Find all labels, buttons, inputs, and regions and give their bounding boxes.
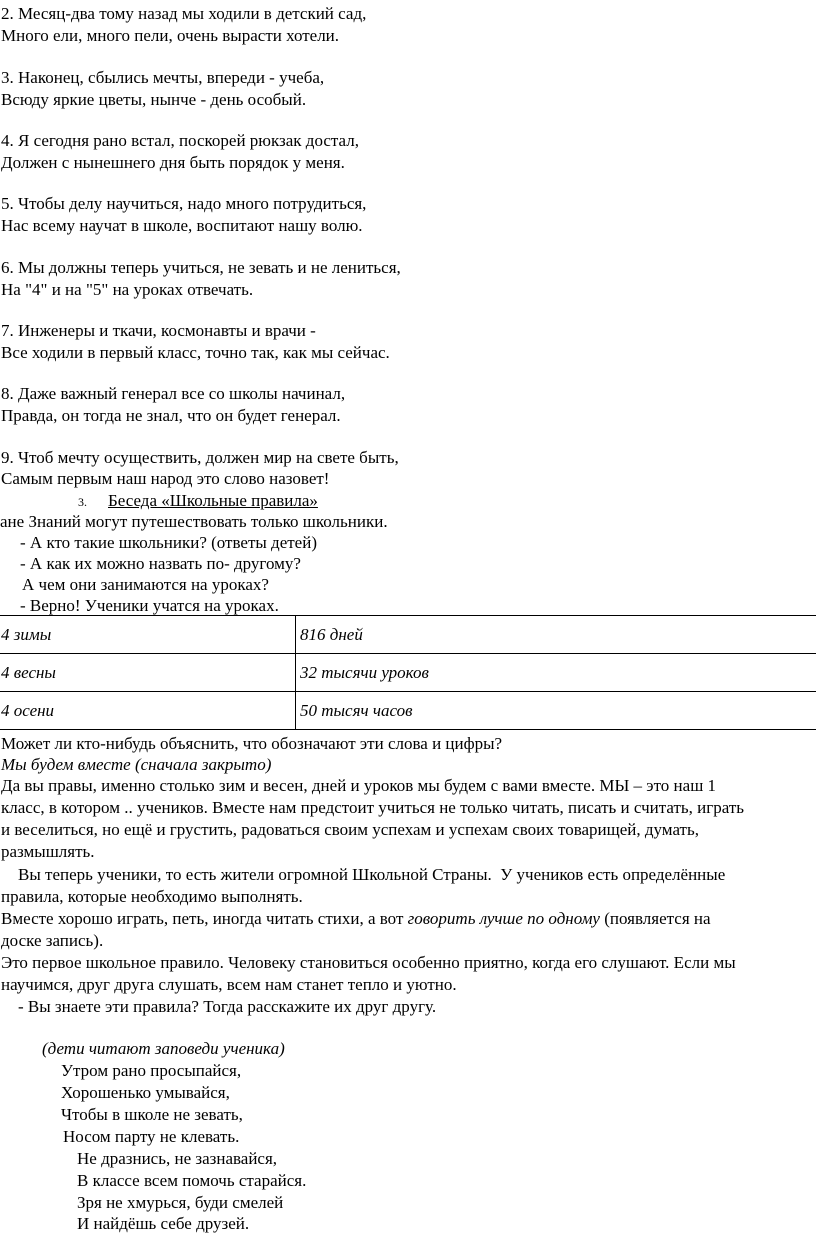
- paragraph-line: класс, в котором .. учеников. Вместе нам предстоит учиться не только читать, писать и считать, играть: [1, 797, 744, 818]
- poem-line: 6. Мы должны теперь учиться, не зевать и не лениться,: [1, 257, 401, 278]
- commandment-line: Носом парту не клевать.: [63, 1126, 239, 1147]
- table-row: [0, 692, 816, 730]
- paragraph-line: Да вы правы, именно столько зим и весен, дней и уроков мы будем с вами вместе. МЫ – это наш 1: [1, 775, 716, 796]
- paragraph-line: размышлять.: [1, 841, 95, 862]
- poem-line: 5. Чтобы делу научиться, надо много потрудиться,: [1, 193, 366, 214]
- together-note: Мы будем вместе (сначала закрыто): [1, 754, 271, 775]
- stats-table: [0, 615, 816, 730]
- poem-line: Всюду яркие цветы, нынче - день особый.: [1, 89, 306, 110]
- section-heading: [78, 490, 318, 513]
- poem-line: 7. Инженеры и ткачи, космонавты и врачи -: [1, 320, 316, 341]
- poem-line: Все ходили в первый класс, точно так, как мы сейчас.: [1, 342, 390, 363]
- paragraph-line: и веселиться, но ещё и грустить, радоваться своим успехам и успехам своих товарищей, думать,: [1, 819, 699, 840]
- paragraph-line: Вы теперь ученики, то есть жители огромной Школьной Страны. У учеников есть определённые: [1, 864, 725, 885]
- section-title: Беседа «Школьные правила»: [108, 491, 318, 510]
- table-cell: 816 дней: [296, 616, 816, 654]
- poem-line: 9. Чтоб мечту осуществить, должен мир на свете быть,: [1, 447, 399, 468]
- section-number: 3.: [78, 492, 108, 513]
- dialogue-line: - А как их можно назвать по- другому?: [20, 553, 301, 574]
- paragraph-text: Вместе хорошо играть, петь, иногда читать стихи, а вот: [1, 909, 408, 928]
- paragraph-line: [1, 908, 711, 929]
- dialogue-line: - Верно! Ученики учатся на уроках.: [20, 595, 279, 616]
- dialogue-line: А чем они занимаются на уроках?: [22, 574, 269, 595]
- table-row: [0, 616, 816, 654]
- dialogue-line: - А кто такие школьники? (ответы детей): [20, 532, 317, 553]
- rule-text: говорить лучше по одному: [408, 909, 600, 928]
- paragraph-line: правила, которые необходимо выполнять.: [1, 886, 303, 907]
- poem-line: 3. Наконец, сбылись мечты, впереди - учеба,: [1, 67, 324, 88]
- commandments-note: (дети читают заповеди ученика): [42, 1038, 285, 1059]
- poem-line: Должен с нынешнего дня быть порядок у меня.: [1, 152, 345, 173]
- paragraph-line: доске запись).: [1, 930, 103, 951]
- commandment-line: Зря не хмурься, буди смелей: [77, 1192, 283, 1213]
- paragraph-line: научимся, друг друга слушать, всем нам станет тепло и уютно.: [1, 974, 457, 995]
- poem-line: 8. Даже важный генерал все со школы начинал,: [1, 383, 345, 404]
- table-row: [0, 654, 816, 692]
- commandment-line: В классе всем помочь старайся.: [77, 1170, 306, 1191]
- table-cell: 50 тысяч часов: [296, 692, 816, 730]
- poem-line: Много ели, много пели, очень вырасти хотели.: [1, 25, 339, 46]
- poem-line: Нас всему научат в школе, воспитают нашу волю.: [1, 215, 363, 236]
- commandment-line: И найдёшь себе друзей.: [77, 1213, 249, 1234]
- paragraph-line: Это первое школьное правило. Человеку становиться особенно приятно, когда его слушают. Если мы: [1, 952, 736, 973]
- table-cell: 32 тысячи уроков: [296, 654, 816, 692]
- poem-line: 4. Я сегодня рано встал, поскорей рюкзак достал,: [1, 130, 359, 151]
- commandment-line: Утром рано просыпайся,: [61, 1060, 241, 1081]
- commandment-line: Не дразнись, не зазнавайся,: [77, 1148, 277, 1169]
- poem-line: 2. Месяц-два тому назад мы ходили в детский сад,: [1, 3, 366, 24]
- question-text: Может ли кто-нибудь объяснить, что обозначают эти слова и цифры?: [1, 733, 502, 754]
- table-cell: 4 зимы: [0, 616, 296, 654]
- table-cell: 4 осени: [0, 692, 296, 730]
- table-cell: 4 весны: [0, 654, 296, 692]
- paragraph-text: (появляется на: [600, 909, 711, 928]
- poem-line: Правда, он тогда не знал, что он будет генерал.: [1, 405, 341, 426]
- poem-line: На "4" и на "5" на уроках отвечать.: [1, 279, 253, 300]
- poem-line: Самым первым наш народ это слово назовет!: [1, 468, 329, 489]
- commandment-line: Чтобы в школе не зевать,: [61, 1104, 243, 1125]
- paragraph-line: - Вы знаете эти правила? Тогда расскажите их друг другу.: [1, 996, 436, 1017]
- commandment-line: Хорошенько умывайся,: [61, 1082, 230, 1103]
- dialogue-line: ане Знаний могут путешествовать только школьники.: [0, 511, 388, 532]
